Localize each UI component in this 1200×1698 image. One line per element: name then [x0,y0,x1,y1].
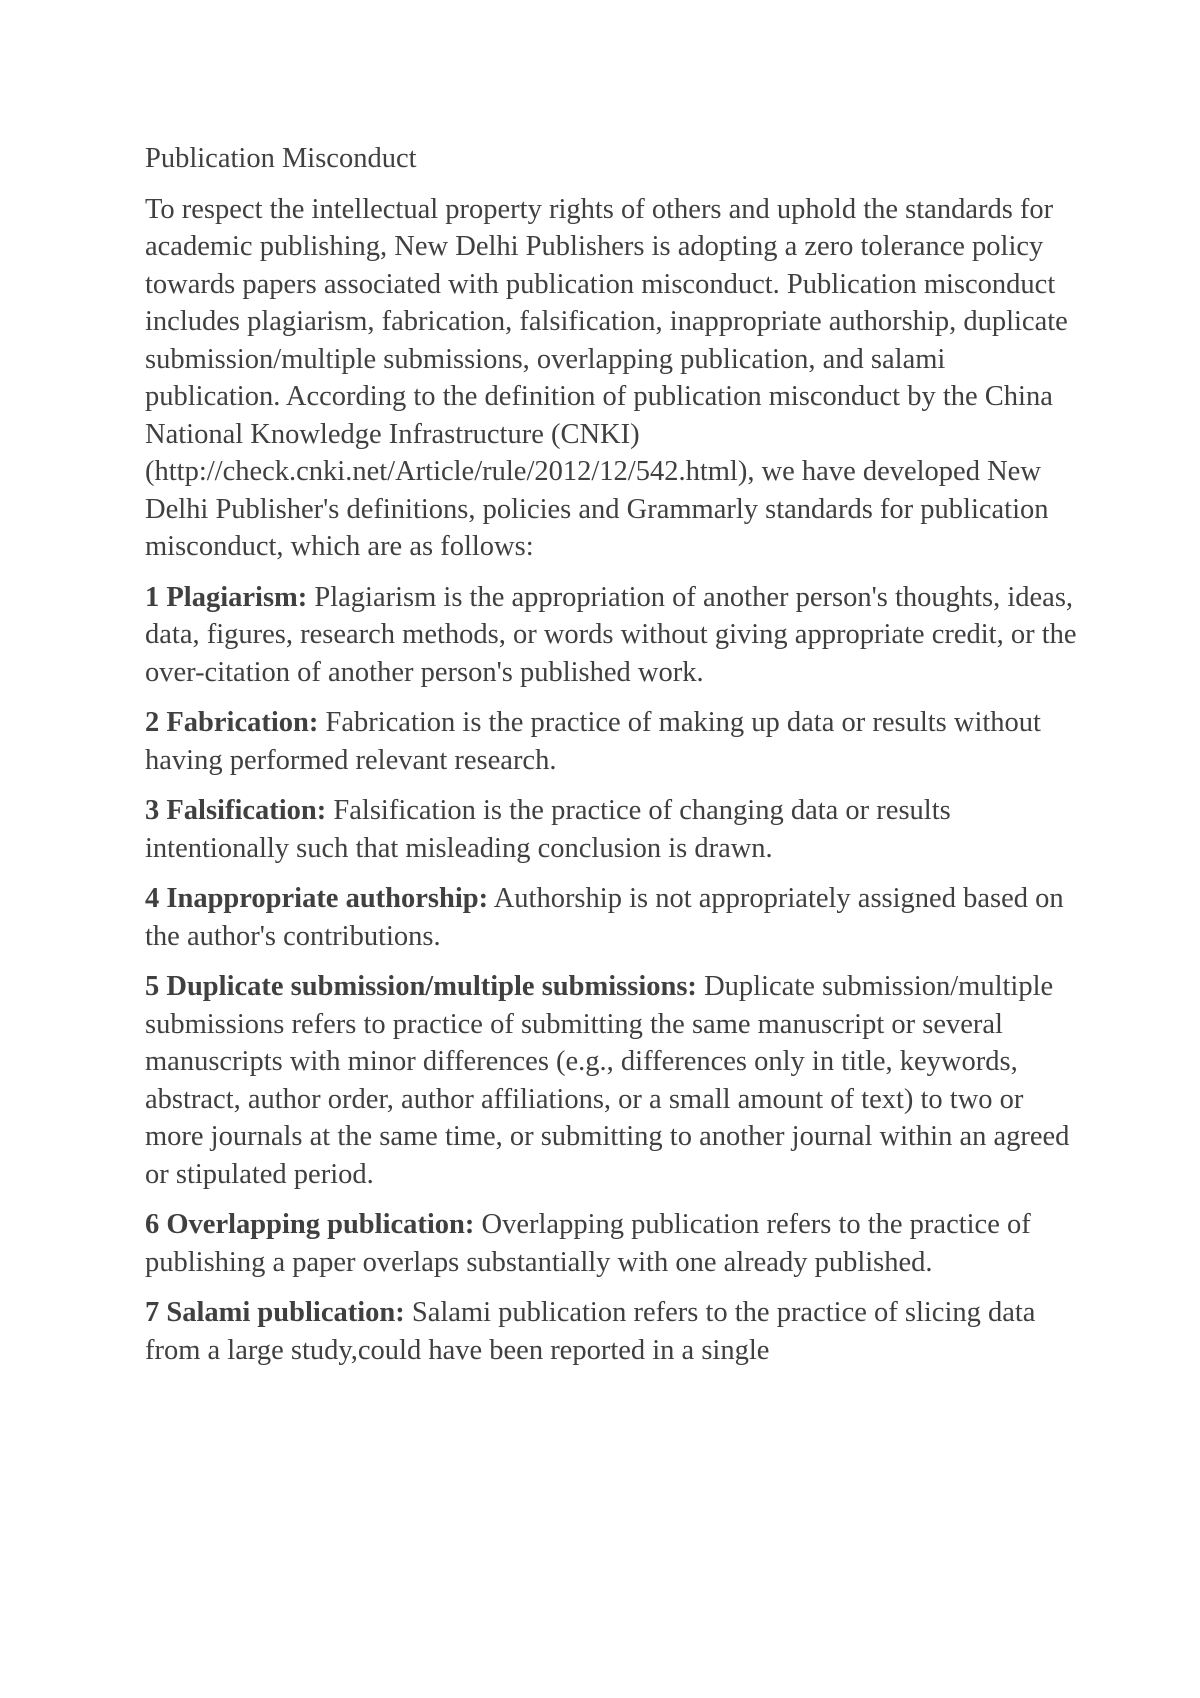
definition-plagiarism [145,579,1085,692]
definition-term: 4 Inappropriate authorship: [145,883,489,914]
definition-inappropriate-authorship [145,880,1085,955]
definition-text: Salami publication refers to the practice of slicing data from a large study,could have been reported in a single [145,1297,1036,1366]
intro-paragraph: To respect the intellectual property rights of others and uphold the standards for academic publishing, New Delhi Publishers is adopting a zero tolerance policy towards papers associated with publication misconduct. Publication misconduct includes plagiarism, fabrication, falsification, inappropriate authorship, duplicate submission/multiple submissions, overlapping publication, and salami publication. According to the definition of publication misconduct by the China National Knowledge Infrastructure (CNKI) (http://check.cnki.net/Article/rule/2012/12/542.html), we have developed New Delhi Publisher's definitions, policies and Grammarly standards for publication misconduct, which are as follows: [145,193,1068,562]
definition-fabrication [145,704,1085,779]
definition-text: Fabrication is the practice of making up data or results without having performed relevant research. [145,707,1041,776]
document-page [145,140,1085,1382]
definition-term: 5 Duplicate submission/multiple submissions: [145,971,697,1002]
definition-falsification [145,792,1085,867]
definition-overlapping-publication [145,1206,1085,1281]
definition-term: 3 Falsification: [145,795,327,826]
definition-text: Falsification is the practice of changing data or results intentionally such that misleading conclusion is drawn. [145,795,951,864]
definition-term: 7 Salami publication: [145,1297,405,1328]
definition-text: Plagiarism is the appropriation of another person's thoughts, ideas, data, figures, research methods, or words without giving appropriate credit, or the over-citation of another person's published work. [145,581,1077,688]
document-title: Publication Misconduct [145,143,417,174]
definition-text: Overlapping publication refers to the practice of publishing a paper overlaps substantially with one already published. [145,1209,1031,1278]
definition-term: 1 Plagiarism: [145,581,308,613]
definition-salami-publication [145,1294,1085,1369]
definition-term: 6 Overlapping publication: [145,1209,475,1240]
definition-duplicate-submission [145,968,1085,1193]
definition-term: 2 Fabrication: [145,707,319,738]
definition-text: Duplicate submission/multiple submissions refers to practice of submitting the same manuscript or several manuscripts with minor differences (e.g., differences only in title, keywords, abstract, author order, author affiliations, or a small amount of text) to two or more journals at the same time, or submitting to another journal within an agreed or stipulated period. [145,971,1070,1190]
definition-text: Authorship is not appropriately assigned based on the author's contributions. [145,883,1064,952]
